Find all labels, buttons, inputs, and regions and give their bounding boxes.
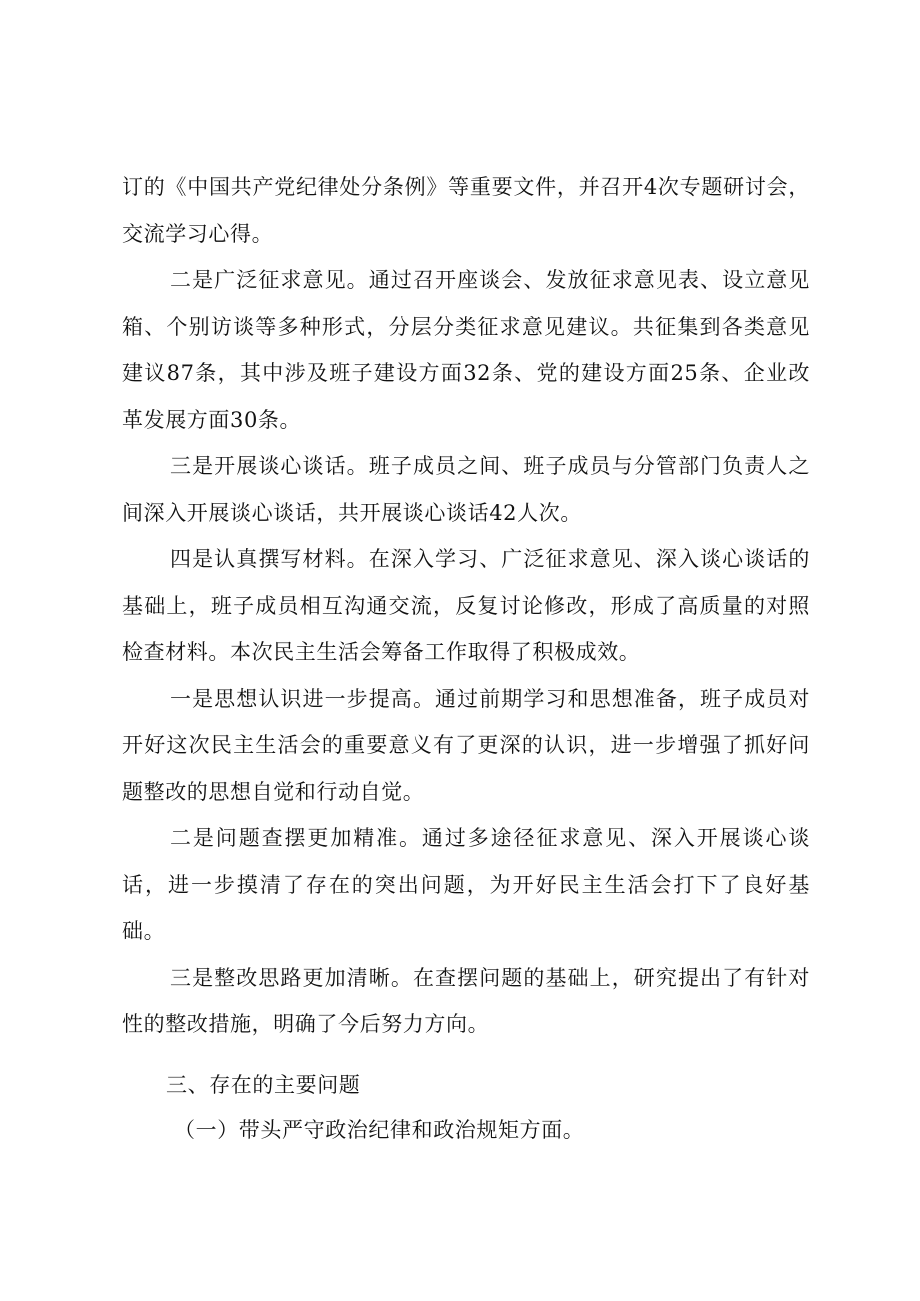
paragraph-heart-to-heart-talks: 三是开展谈心谈话。班子成员之间、班子成员与分管部门负责人之间深入开展谈心谈话，共开展谈心谈话42人次。 (122, 454, 810, 525)
paragraph-awareness-improved: 一是思想认识进一步提高。通过前期学习和思想准备，班子成员对开好这次民主生活会的重要意义有了更深的认识，进一步增强了抓好问题整改的思想自觉和行动自觉。 (122, 686, 810, 804)
section-heading: 三、存在的主要问题 (166, 1072, 361, 1097)
paragraph-write-materials: 四是认真撰写材料。在深入学习、广泛征求意见、深入谈心谈话的基础上，班子成员相互沟通交流，反复讨论修改，形成了高质量的对照检查材料。本次民主生活会筹备工作取得了积极成效。 (122, 547, 810, 664)
paragraph-solicit-opinions: 二是广泛征求意见。通过召开座谈会、发放征求意见表、设立意见箱、个别访谈等多种形式，分层分类征求意见建议。共征集到各类意见建议87条，其中涉及班子建设方面32条、党的建设方面25条、企业改革发展方面30条。 (122, 268, 810, 432)
paragraph-problems-precise: 二是问题查摆更加精准。通过多途径征求意见、深入开展谈心谈话，进一步摸清了存在的突出问题，为开好民主生活会打下了良好基础。 (122, 826, 810, 943)
paragraph-continuation: 订的《中国共产党纪律处分条例》等重要文件，并召开4次专题研讨会，交流学习心得。 (122, 175, 810, 246)
paragraph-rectification-clear: 三是整改思路更加清晰。在查摆问题的基础上，研究提出了有针对性的整改措施，明确了今后努力方向。 (122, 965, 810, 1036)
subsection-heading: （一）带头严守政治纪律和政治规矩方面。 (174, 1117, 585, 1142)
document-body (122, 164, 810, 1152)
